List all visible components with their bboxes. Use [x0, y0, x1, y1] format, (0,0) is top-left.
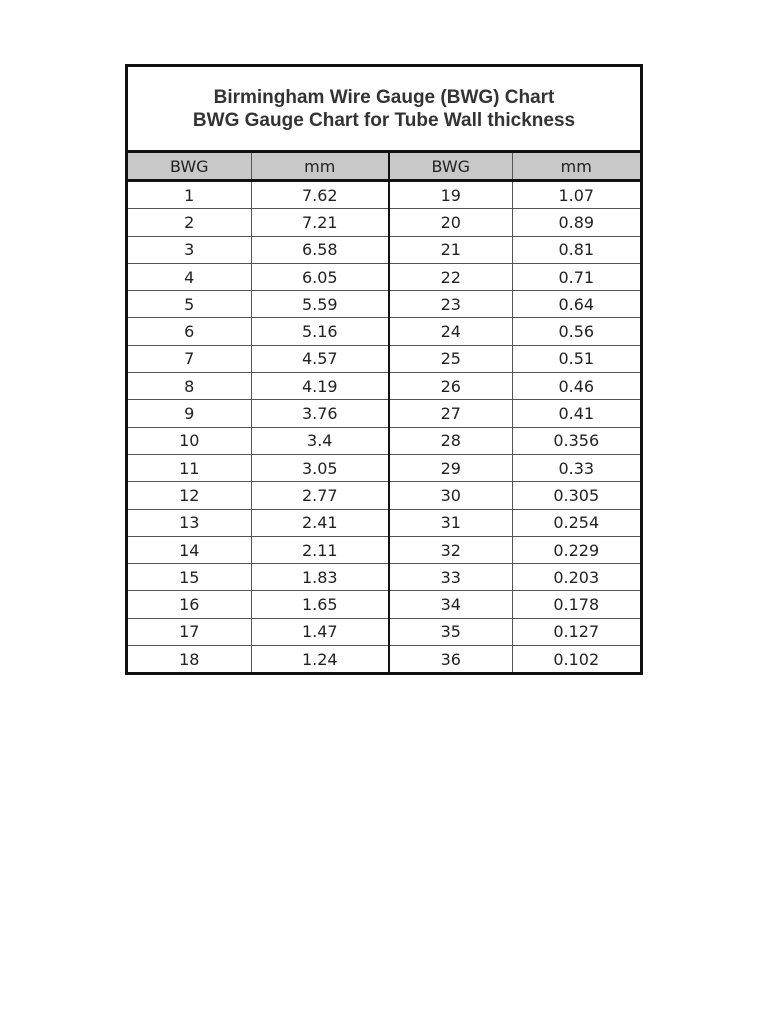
table-row	[128, 236, 640, 263]
cell-mm-left: 4.57	[251, 345, 389, 372]
cell-bwg-right: 22	[389, 263, 512, 290]
cell-mm-right: 0.102	[553, 649, 600, 669]
table-row	[128, 454, 640, 481]
cell-bwg-left: 6	[128, 318, 251, 345]
cell-bwg-right: 30	[389, 482, 512, 509]
cell-mm-right: 0.229	[512, 536, 640, 563]
cell-mm-left: 2.41	[251, 509, 389, 536]
cell-mm-left: 3.4	[251, 427, 389, 454]
table-row	[128, 618, 640, 645]
cell-mm-right: 0.41	[512, 400, 640, 427]
cell-bwg-left: 5	[128, 291, 251, 318]
cell-bwg-right: 20	[389, 209, 512, 236]
cell-mm-right: 0.89	[512, 209, 640, 236]
cell-mm-left: 2.77	[251, 482, 389, 509]
cell-mm-left: 6.05	[251, 263, 389, 290]
cell-mm-left: 1.83	[251, 564, 389, 591]
bwg-table	[128, 153, 640, 672]
table-row	[128, 536, 640, 563]
chart-title: Birmingham Wire Gauge (BWG) Chart	[213, 86, 555, 108]
header-bwg-left: BWG	[128, 153, 251, 181]
table-row	[128, 509, 640, 536]
cell-bwg-left: 1	[128, 181, 251, 209]
cell-mm-right: 0.178	[512, 591, 640, 618]
cell-bwg-right: 29	[389, 454, 512, 481]
header-mm-right: mm	[512, 153, 640, 181]
table-header-row	[128, 153, 640, 181]
cell-mm-right: 0.127	[512, 618, 640, 645]
table-row	[128, 181, 640, 209]
cell-mm-right: 0.71	[512, 263, 640, 290]
cell-bwg-right: 25	[389, 345, 512, 372]
cell-mm-left: 1.47	[251, 618, 389, 645]
cell-mm-right: 0.356	[512, 427, 640, 454]
cell-mm-right: 0.305	[512, 482, 640, 509]
chart-title-box	[128, 67, 640, 153]
cell-mm-left: 1.65	[251, 591, 389, 618]
cell-bwg-left: 11	[128, 454, 251, 481]
cell-bwg-left: 15	[128, 564, 251, 591]
cell-bwg-right: 32	[389, 536, 512, 563]
cell-mm-left: 5.59	[251, 291, 389, 318]
cell-bwg-right: 34	[389, 591, 512, 618]
cell-mm-left: 3.76	[251, 400, 389, 427]
cell-bwg-left: 13	[128, 509, 251, 536]
table-row	[128, 427, 640, 454]
cell-bwg-right: 27	[389, 400, 512, 427]
cell-bwg-left: 4	[128, 263, 251, 290]
cell-mm-left: 4.19	[251, 373, 389, 400]
table-body	[128, 181, 640, 673]
cell-bwg-right: 24	[389, 318, 512, 345]
table-row	[128, 209, 640, 236]
cell-bwg-right: 21	[389, 236, 512, 263]
cell-mm-left: 1.24	[251, 646, 389, 673]
cell-bwg-left: 10	[128, 427, 251, 454]
cell-bwg-left: 14	[128, 536, 251, 563]
cell-bwg-right: 28	[389, 427, 512, 454]
cell-mm-right: 1.07	[512, 181, 640, 209]
table-row	[128, 482, 640, 509]
cell-bwg-right: 35	[389, 618, 512, 645]
header-mm-left: mm	[251, 153, 389, 181]
cell-mm-right: 0.254	[512, 509, 640, 536]
cell-mm-left: 2.11	[251, 536, 389, 563]
table-row	[128, 564, 640, 591]
cell-bwg-left: 8	[128, 373, 251, 400]
table-row	[128, 291, 640, 318]
table-row	[128, 373, 640, 400]
cell-bwg-right: 36	[389, 646, 512, 673]
cell-bwg-left: 3	[128, 236, 251, 263]
cell-bwg-left: 16	[128, 591, 251, 618]
cell-bwg-left: 12	[128, 482, 251, 509]
cell-bwg-right: 31	[389, 509, 512, 536]
cell-mm-left: 7.21	[251, 209, 389, 236]
cell-bwg-left: 17	[128, 618, 251, 645]
cell-bwg-left: 7	[128, 345, 251, 372]
cell-bwg-right: 33	[389, 564, 512, 591]
cell-bwg-right: 26	[389, 373, 512, 400]
cell-mm-right: 0.64	[512, 291, 640, 318]
cell-bwg-right: 19	[389, 181, 512, 209]
bwg-chart-sheet	[125, 64, 643, 675]
table-row	[128, 318, 640, 345]
cell-mm-right: 0.46	[512, 373, 640, 400]
cell-bwg-right: 23	[389, 291, 512, 318]
cell-mm-right: 0.33	[512, 454, 640, 481]
cell-mm-left: 6.58	[251, 236, 389, 263]
cell-mm-right: 0.56	[512, 318, 640, 345]
cell-mm-right: 0.203	[512, 564, 640, 591]
cell-bwg-left: 2	[128, 209, 251, 236]
cell-mm-right: 0.51	[512, 345, 640, 372]
cell-mm-left: 3.05	[251, 454, 389, 481]
cell-mm-left: 5.16	[251, 318, 389, 345]
cell-bwg-left: 18	[128, 646, 251, 673]
table-row	[128, 646, 640, 673]
header-bwg-right: BWG	[389, 153, 512, 181]
table-row	[128, 345, 640, 372]
table-row	[128, 263, 640, 290]
cell-bwg-left: 9	[128, 400, 251, 427]
chart-subtitle: BWG Gauge Chart for Tube Wall thickness	[192, 109, 576, 131]
table-row	[128, 400, 640, 427]
cell-mm-right: 0.81	[512, 236, 640, 263]
cell-mm-left: 7.62	[251, 181, 389, 209]
table-row	[128, 591, 640, 618]
